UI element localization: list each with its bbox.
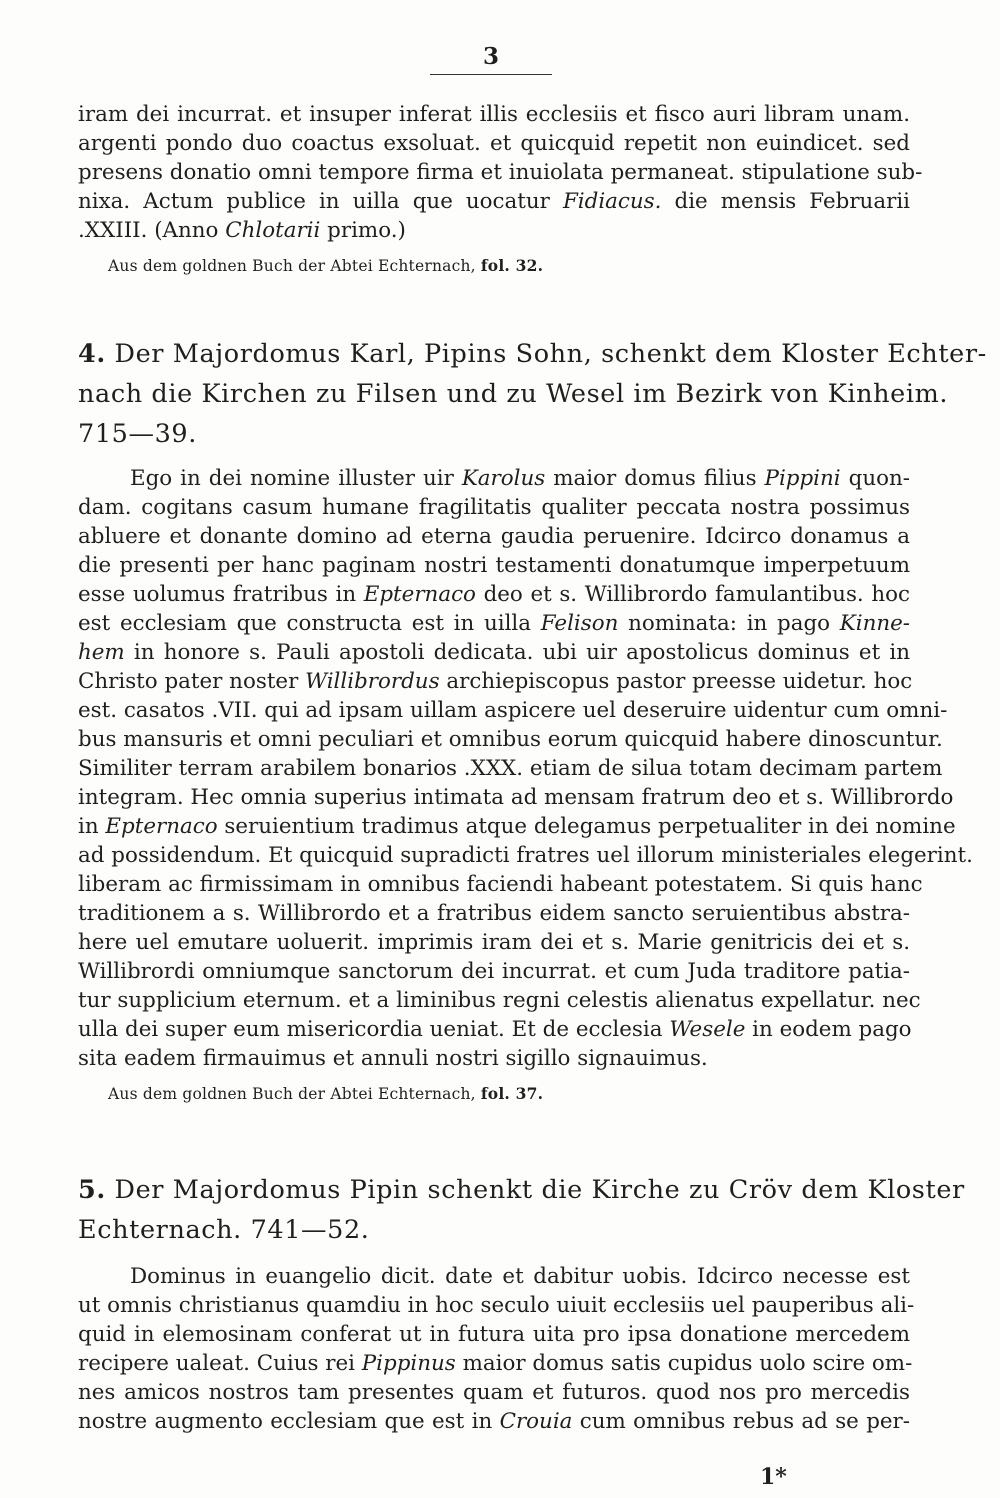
source-text: Aus dem goldnen Buch der Abtei Echternach, <box>108 1085 476 1103</box>
doc-number: 4. <box>78 339 106 369</box>
heading-text: Der Majordomus Karl, Pipins Sohn, schenkt dem Kloster Echter- <box>114 339 987 369</box>
text-line: esse uolumus fratribus in Epternaco deo et s. Willibrordo famulantibus. hoc <box>78 582 910 607</box>
heading-line <box>78 334 987 374</box>
text-line: sita eadem firmauimus et annuli nostri sigillo signauimus. <box>78 1046 708 1071</box>
header-rule <box>430 74 552 75</box>
text-line: dam. cogitans casum humane fragilitatis qualiter peccata nostra possimus <box>78 495 910 520</box>
heading-text: Der Majordomus Pipin schenkt die Kirche zu Cröv dem Kloster <box>114 1175 965 1205</box>
doc4-heading <box>78 334 987 454</box>
doc5-heading <box>78 1170 965 1250</box>
text-line: traditionem a s. Willibrordo et a fratribus eidem sancto seruientibus abstra- <box>78 901 910 926</box>
text-line: recipere ualeat. Cuius rei Pippinus maior domus satis cupidus uolo scire om- <box>78 1351 913 1376</box>
intro-paragraph <box>78 100 923 281</box>
text-line: hem in honore s. Pauli apostoli dedicata. ubi uir apostolicus dominus et in <box>78 640 910 665</box>
text-line: abluere et donante domino ad eterna gaudia peruenire. Idcirco donamus a <box>78 524 910 549</box>
doc4-paragraph <box>78 464 973 1109</box>
text-line: est. casatos .VII. qui ad ipsam uillam aspicere uel deseruire uidentur cum omni- <box>78 698 948 723</box>
doc-number: 5. <box>78 1175 106 1205</box>
text-line: presens donatio omni tempore firma et inuiolata permaneat. stipulatione sub- <box>78 160 923 185</box>
text-line: bus mansuris et omni peculiari et omnibus eorum quicquid habere dinoscuntur. <box>78 727 943 752</box>
text-line: ulla dei super eum misericordia ueniat. Et de ecclesia Wesele in eodem pago <box>78 1017 912 1042</box>
text-line: quid in elemosinam conferat ut in futura uita pro ipsa donatione mercedem <box>78 1322 910 1347</box>
text-line: nixa. Actum publice in uilla que uocatur Fidiacus. die mensis Februarii <box>78 189 910 214</box>
text-line: est ecclesiam que constructa est in uilla Felison nominata: in pago Kinne- <box>78 611 911 636</box>
heading-line <box>78 1170 965 1210</box>
page-header <box>430 44 552 75</box>
text-line: nostre augmento ecclesiam que est in Crouia cum omnibus rebus ad se per- <box>78 1409 910 1434</box>
page-number: 3 <box>482 43 499 70</box>
text-line: ad possidendum. Et quicquid supradicti fratres uel illorum ministeriales elegerint. <box>78 843 973 868</box>
text-line: die presenti per hanc paginam nostri testamenti donatumque imperpetuum <box>78 553 910 578</box>
source-citation <box>108 1079 910 1109</box>
folio-ref: fol. 37. <box>480 1084 544 1103</box>
text-line: Similiter terram arabilem bonarios .XXX. etiam de silua totam decimam partem <box>78 756 943 781</box>
text-line: nes amicos nostros tam presentes quam et futuros. quod nos pro mercedis <box>78 1380 910 1405</box>
text-line: here uel emutare uoluerit. imprimis iram dei et s. Marie genitricis dei et s. <box>78 930 910 955</box>
text-line: tur supplicium eternum. et a liminibus regni celestis alienatus expellatur. nec <box>78 988 921 1013</box>
text-line: Ego in dei nomine illuster uir Karolus maior domus filius Pippini quon- <box>130 466 910 491</box>
source-citation <box>108 251 910 281</box>
text-line: iram dei incurrat. et insuper inferat illis ecclesiis et fisco auri libram unam. <box>78 102 910 127</box>
source-text: Aus dem goldnen Buch der Abtei Echternach, <box>108 257 476 275</box>
text-line: Dominus in euangelio dicit. date et dabitur uobis. Idcirco necesse est <box>130 1264 910 1289</box>
signature-mark: 1* <box>760 1464 787 1490</box>
text-line: ut omnis christianus quamdiu in hoc seculo uiuit ecclesiis uel pauperibus ali- <box>78 1293 915 1318</box>
text-line: .XXIII. (Anno Chlotarii primo.) <box>78 218 406 243</box>
heading-line: Echternach. 741—52. <box>78 1215 370 1245</box>
text-line: argenti pondo duo coactus exsoluat. et quicquid repetit non euindicet. sed <box>78 131 910 156</box>
folio-ref: fol. 32. <box>480 256 544 275</box>
text-line: liberam ac firmissimam in omnibus faciendi habeant potestatem. Si quis hanc <box>78 872 923 897</box>
text-line: Willibrordi omniumque sanctorum dei incurrat. et cum Juda traditore patia- <box>78 959 910 984</box>
text-line: integram. Hec omnia superius intimata ad mensam fratrum deo et s. Willibrordo <box>78 785 954 810</box>
heading-line: nach die Kirchen zu Filsen und zu Wesel im Bezirk von Kinheim. <box>78 379 949 409</box>
text-line: Christo pater noster Willibrordus archiepiscopus pastor preesse uidetur. hoc <box>78 669 913 694</box>
doc5-paragraph <box>78 1262 915 1436</box>
heading-line: 715—39. <box>78 419 197 449</box>
text-line: in Epternaco seruientium tradimus atque delegamus perpetualiter in dei nomine <box>78 814 956 839</box>
